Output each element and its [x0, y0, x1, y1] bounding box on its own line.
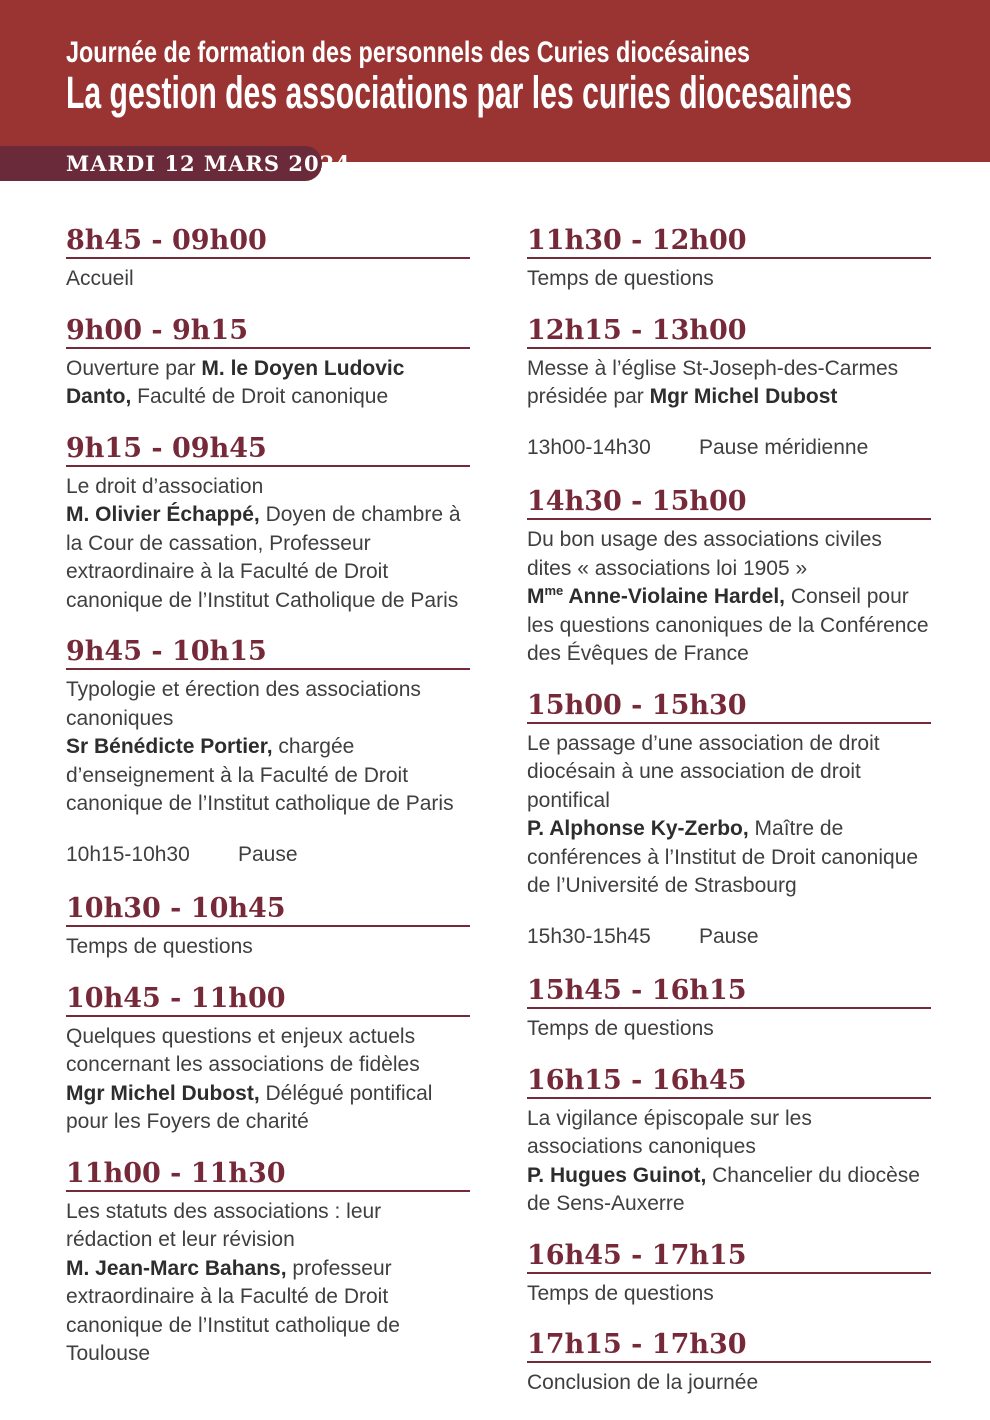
description-text: Accueil — [66, 267, 134, 290]
header-banner — [0, 0, 990, 162]
speaker-name: M. Olivier Échappé, — [66, 503, 260, 526]
session-description-line — [66, 1255, 470, 1369]
session-time: 11h00 - 11h30 — [66, 1159, 470, 1192]
pause-row — [527, 434, 931, 463]
session-description-line — [527, 526, 931, 583]
schedule-column-right — [527, 226, 931, 1420]
schedule-item — [66, 434, 470, 616]
session-description — [66, 1198, 470, 1369]
session-description-line — [527, 583, 931, 669]
description-text: Chancelier du diocèse de Sens-Auxerre — [527, 1163, 920, 1215]
session-description — [66, 1023, 470, 1137]
date-badge: MARDI 12 MARS 2024 — [0, 146, 322, 181]
session-time: 9h15 - 09h45 — [66, 434, 470, 467]
speaker-name: Sr Bénédicte Portier, — [66, 735, 273, 758]
event-series-title: Journée de formation des personnels des Curies diocésaines — [66, 36, 751, 69]
session-description-line — [66, 676, 470, 733]
schedule-item — [527, 691, 931, 901]
session-description — [66, 933, 470, 962]
session-description — [66, 676, 470, 819]
speaker-name: P. Hugues Guinot, — [527, 1163, 707, 1187]
session-description-line — [527, 1280, 931, 1309]
session-description — [527, 1280, 931, 1309]
session-description-line — [66, 473, 470, 502]
session-time: 16h45 - 17h15 — [527, 1241, 931, 1274]
description-text: professeur extraordinaire à la Faculté de Droit canonique de l’Institut catholique de Toulouse — [66, 1256, 400, 1365]
description-text: Doyen de chambre à la Cour de cassation, Professeur extraordinaire à la Faculté de Droit canonique de l’Institut Catholique de Paris — [66, 503, 461, 612]
speaker-name: Mgr Michel Dubost, — [66, 1081, 260, 1105]
pause-label: Pause — [699, 924, 759, 948]
session-time: 14h30 - 15h00 — [527, 487, 931, 520]
speaker-name: Mgr Michel Dubost — [649, 385, 838, 408]
description-text: Temps de questions — [527, 1281, 714, 1305]
description-text: Du bon usage des associations civiles dites « associations loi 1905 » — [527, 528, 882, 580]
session-description — [527, 1105, 931, 1219]
description-text: Le passage d’une association de droit diocésain à une association de droit pontifical — [527, 731, 880, 812]
session-time: 10h30 - 10h45 — [66, 894, 470, 927]
session-time: 11h30 - 12h00 — [527, 226, 931, 259]
session-description-line — [66, 265, 470, 294]
speaker-name: Anne-Violaine Hardel, — [563, 585, 786, 608]
description-text: Conclusion de la journée — [527, 1371, 759, 1394]
description-text: Temps de questions — [66, 935, 253, 958]
schedule-item — [527, 487, 931, 669]
speaker-name: M. Jean-Marc Bahans, — [66, 1256, 287, 1280]
session-description-line — [66, 355, 470, 412]
description-text: La vigilance épiscopale sur les associations canoniques — [527, 1106, 812, 1158]
schedule-item — [527, 976, 931, 1044]
session-description — [66, 265, 470, 294]
session-description — [66, 473, 470, 616]
description-text: Messe à l’église St-Joseph-des-Carmes présidée par — [527, 356, 899, 408]
description-text: Typologie et érection des associations canoniques — [66, 678, 421, 730]
session-description-line — [66, 1080, 470, 1137]
session-description-line — [527, 815, 931, 901]
description-text: Temps de questions — [527, 1017, 714, 1040]
session-description-line — [66, 501, 470, 615]
session-description-line — [66, 1198, 470, 1255]
session-time: 9h00 - 9h15 — [66, 316, 470, 349]
session-description-line — [527, 1105, 931, 1162]
description-text: Le droit d’association — [66, 474, 264, 498]
pause-row — [66, 841, 470, 870]
session-description — [527, 526, 931, 669]
session-time: 15h45 - 16h15 — [527, 976, 931, 1009]
session-description-line — [527, 730, 931, 816]
pause-label: Pause méridienne — [699, 435, 869, 459]
schedule-item — [527, 316, 931, 412]
description-text: Ouverture par — [66, 356, 202, 380]
header-titles — [0, 0, 990, 116]
event-main-title: La gestion des associations par les curies diocesaines — [66, 67, 852, 118]
session-time: 12h15 - 13h00 — [527, 316, 931, 349]
pause-time: 13h00-14h30 — [527, 435, 651, 459]
schedule-item — [66, 894, 470, 962]
session-description-line — [66, 733, 470, 819]
session-description-line — [527, 265, 931, 294]
description-text: Conseil pour les questions canoniques de la Conférence des Évêques de France — [527, 585, 929, 665]
pause-label: Pause — [238, 842, 298, 866]
schedule-item — [66, 226, 470, 294]
description-text: Faculté de Droit canonique — [131, 385, 389, 408]
pause-time: 15h30-15h45 — [527, 924, 651, 948]
description-text: Temps de questions — [527, 267, 714, 290]
schedule-item — [66, 984, 470, 1137]
description-text: Délégué pontifical pour les Foyers de charité — [66, 1081, 433, 1133]
session-time: 16h15 - 16h45 — [527, 1066, 931, 1099]
schedule-item — [66, 316, 470, 412]
session-description-line — [66, 1023, 470, 1080]
session-description — [527, 1015, 931, 1044]
session-description — [527, 730, 931, 901]
pause-time: 10h15-10h30 — [66, 842, 190, 866]
speaker-name: P. Alphonse Ky-Zerbo, — [527, 817, 749, 840]
description-text: Quelques questions et enjeux actuels concernant les associations de fidèles — [66, 1024, 420, 1076]
session-time: 17h15 - 17h30 — [527, 1330, 931, 1363]
speaker-name: M. le Doyen Ludovic Danto, — [66, 356, 405, 408]
description-text: Les statuts des associations : leur rédaction et leur révision — [66, 1199, 382, 1251]
session-time: 15h00 - 15h30 — [527, 691, 931, 724]
session-description — [527, 1369, 931, 1398]
speaker-name: M — [527, 585, 545, 608]
session-description — [527, 265, 931, 294]
schedule-item — [527, 1241, 931, 1309]
schedule-column-left — [66, 226, 470, 1391]
schedule-item — [527, 1330, 931, 1398]
session-time: 8h45 - 09h00 — [66, 226, 470, 259]
speaker-name: me — [544, 583, 564, 598]
schedule-item — [66, 637, 470, 819]
session-time: 9h45 - 10h15 — [66, 637, 470, 670]
schedule-item — [66, 1159, 470, 1369]
description-text: Maître de conférences à l’Institut de Droit canonique de l’Université de Strasbourg — [527, 817, 919, 897]
session-time: 10h45 - 11h00 — [66, 984, 470, 1017]
session-description — [66, 355, 470, 412]
schedule-item — [527, 1066, 931, 1219]
description-text: chargée d’enseignement à la Faculté de Droit canonique de l’Institut catholique de Paris — [66, 735, 454, 815]
pause-row — [527, 923, 931, 952]
session-description-line — [527, 1369, 931, 1398]
session-description-line — [527, 1162, 931, 1219]
schedule-item — [527, 226, 931, 294]
session-description-line — [527, 355, 931, 412]
session-description-line — [527, 1015, 931, 1044]
session-description — [527, 355, 931, 412]
session-description-line — [66, 933, 470, 962]
